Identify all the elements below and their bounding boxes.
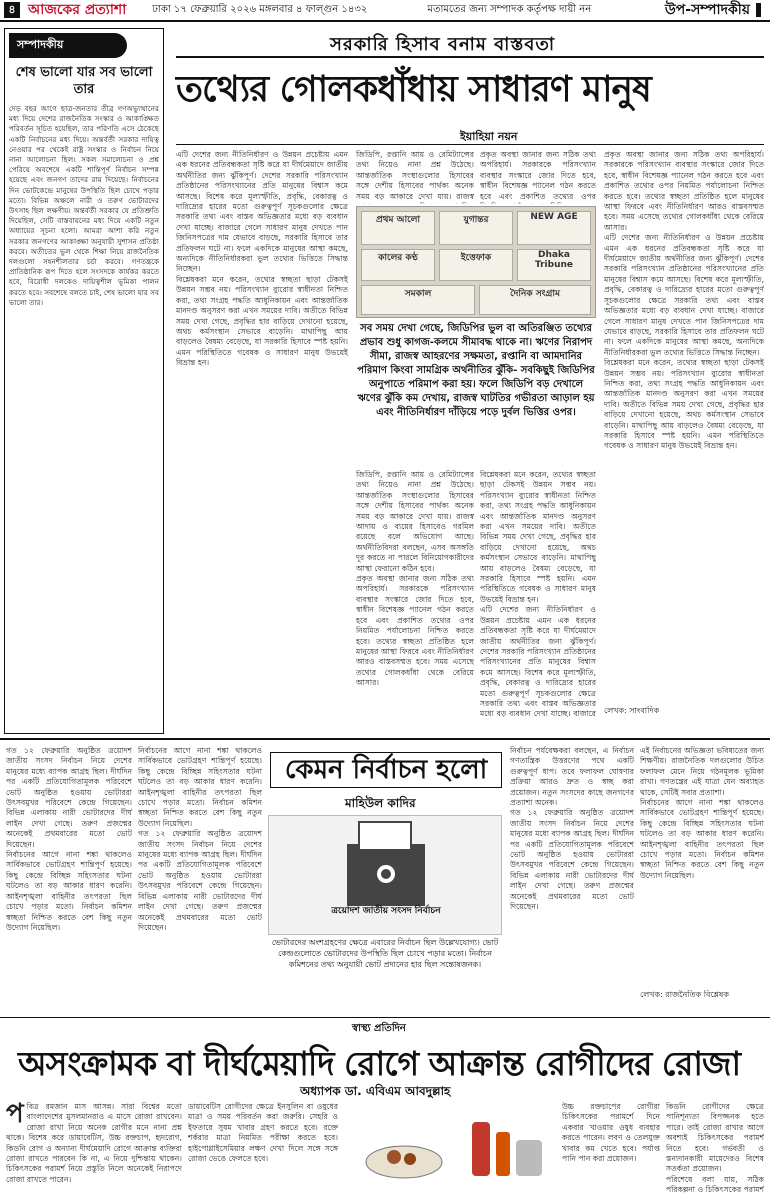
health-author: অধ্যাপক ডা. এবিএম আবদুল্লাহ: [300, 1084, 451, 1098]
lead-col-9-text: প্রকৃত অবস্থা জানার জন্য সঠিক তথ্য অপরিহার্য। সরকারকে পরিসংখ্যান ব্যবস্থার সংস্কারে জোর দিতে হবে, স্বাধীন বিশেষজ্ঞ প্যানেল গঠন করতে হবে এবং প্রকাশিত তথ্যের ওপর নিয়মিত পর্যালোচনা নিশ্চিত করতে হবে। তথ্যের স্বচ্ছতা প্রতিষ্ঠিত হলে মানুষের আস্থা ফিরবে এবং নীতিনির্ধারণ আরও বাস্তবসম্মত হবে। সময় এসেছে তথ্যের গোলকধাঁধা থেকে বেরিয়ে আসার।: [604, 150, 764, 232]
newspaper-8: দৈনিক সংগ্রাম: [479, 285, 591, 315]
newspapers-photo: [356, 206, 596, 318]
editorial-box: [4, 28, 164, 734]
section-title: উপ-সম্পাদকীয়: [664, 2, 750, 18]
mid-author-note: লেখক: রাজনৈতিক বিশ্লেষক: [640, 990, 729, 999]
health-col-3-text: উচ্চ রক্তচাপের রোগীরা চিকিৎসকের পরামর্শে দিনে একবার খাওয়ার ওষুধ ব্যবহার করতে পারেন। লবণ ও তেলযুক্ত খাবার কম খেতে হবে। পর্যাপ্ত পানি পান করা প্রয়োজন।: [562, 1102, 660, 1164]
mid-col-2-text: নির্বাচনের আগে নানা শঙ্কা থাকলেও সার্বিকভাবে ভোটগ্রহণ শান্তিপূর্ণ হয়েছে। কিছু কেন্দ্রে বিচ্ছিন্ন সহিংসতার ঘটনা ঘটলেও তা বড় আকার ধারণ করেনি। আইনশৃঙ্খলা বাহিনীর তৎপরতা ছিল চোখে পড়ার মতো। নির্বাচন কমিশন স্বচ্ছতা নিশ্চিত করতে বেশ কিছু নতুন উদ্যোগ নিয়েছিল।: [138, 746, 262, 828]
newspaper-logo: আজকের প্রত্যাশা: [28, 2, 127, 18]
lead-col-1-text: এটি দেশের জন্য নীতিনির্ধারণ ও উন্নয়ন প্রচেষ্টায় এমন এক ধরনের প্রতিবন্ধকতা সৃষ্টি করে যা দীর্ঘমেয়াদে জাতীয় অর্থনীতির জন্য ঝুঁকিপূর্ণ। দেশের সরকারি পরিসংখ্যান প্রতিষ্ঠানের পরিসংখ্যানের প্রতি মানুষের বিশ্বাস কমে আসছে। বিশেষ করে মূল্যস্ফীতি, প্রবৃদ্ধি, বেকারত্ব ও দারিদ্র্যের হারের মতো গুরুত্বপূর্ণ সূচকগুলোর ক্ষেত্রে সরকারি তথ্য এবং বাস্তব অভিজ্ঞতার মধ্যে বড় ব্যবধান দেখা যাচ্ছে। বাজারে গেলে সাধারণ মানুষ দেখতে পান জিনিসপত্রের দাম যেভাবে বাড়ছে, সরকারি হিসাবে তার প্রতিফলন ঘটে না। ফলে একদিকে মানুষের আস্থা কমছে, অন্যদিকে নীতিনির্ধারকরা ভুল তথ্যের ভিত্তিতে সিদ্ধান্ত নিচ্ছেন।: [176, 150, 348, 274]
newspaper-7: সমকাল: [361, 285, 475, 315]
lead-col-3: [480, 150, 596, 204]
mid-col-3: [510, 746, 634, 1014]
mid-col-2: [138, 746, 262, 1014]
health-col-2-text: ডায়াবেটিস রোগীদের ক্ষেত্রে ইনসুলিন বা ওষুধের মাত্রা ও সময় পরিবর্তন করা জরুরি। সেহরি ও ইফতারে সুষম খাবার গ্রহণ করতে হবে। রক্তে শর্করার মাত্রা নিয়মিত পরীক্ষা করতে হবে। হাইপোগ্লাইসেমিয়ার লক্ষণ দেখা দিলে সঙ্গে সঙ্গে রোজা ভেঙে ফেলতে হবে।: [188, 1102, 338, 1164]
lead-pull-quote: সব সময় দেখা গেছে, জিডিপির ভুল বা অতিরঞ্জিত তথ্যের প্রভাব শুধু কাগজ-কলমে সীমাবদ্ধ থাকে না। ঋণের নিরাপদ সীমা, রাজস্ব আহরণের সক্ষমতা, রপ্তানি বা আমদানির পরিমাণ কিংবা সামগ্রিক অর্থনীতির ঝুঁকি- সবকিছুই জিডিপির অনুপাতে পরিমাপ করা হয়। ফলে জিডিপি বড় দেখালে ঋণের ঝুঁকি কম দেখায়, রাজস্ব ঘাটতির গভীরতা আড়াল হয় এবং নীতিনির্ধারণ দাঁড়িয়ে পড়ে দুর্বল ভিত্তির ওপর।: [357, 323, 595, 418]
mid-col-2b-text: গত ১২ ফেব্রুয়ারি অনুষ্ঠিত ত্রয়োদশ জাতীয় সংসদ নির্বাচন নিয়ে দেশের মানুষের মধ্যে ব্যাপক আগ্রহ ছিল। দীর্ঘদিন পর একটি প্রতিযোগিতামূলক পরিবেশে ভোট অনুষ্ঠিত হওয়ায় ভোটাররা উৎসবমুখর পরিবেশে কেন্দ্রে গিয়েছেন। বিভিন্ন এলাকায় নারী ভোটারদের দীর্ঘ লাইন দেখা গেছে। তরুণ প্রজন্মের অনেকেই প্রথমবারের মতো ভোট দিয়েছেন।: [138, 829, 262, 932]
mid-col-4b-text: নির্বাচনের আগে নানা শঙ্কা থাকলেও সার্বিকভাবে ভোটগ্রহণ শান্তিপূর্ণ হয়েছে। কিছু কেন্দ্রে বিচ্ছিন্ন সহিংসতার ঘটনা ঘটলেও তা বড় আকার ধারণ করেনি। আইনশৃঙ্খলা বাহিনীর তৎপরতা ছিল চোখে পড়ার মতো। নির্বাচন কমিশন স্বচ্ছতা নিশ্চিত করতে বেশ কিছু নতুন উদ্যোগ নিয়েছিল।: [640, 798, 764, 880]
health-dropcap: প: [6, 1102, 24, 1129]
lead-col-2: [356, 150, 474, 204]
lead-author-note: লেখক: সাংবাদিক: [604, 706, 660, 715]
newspaper-3: NEW AGE: [517, 211, 591, 245]
mid-col-4: [640, 746, 764, 982]
page-header: [0, 0, 770, 22]
health-col-5-text: পরিশেষে বলা যায়, সঠিক পরিকল্পনা ও চিকিৎসকের পরামর্শ: [666, 1174, 764, 1194]
health-title: অসংক্রামক বা দীর্ঘমেয়াদি রোগে আক্রান্ত রোগীদের রোজা: [18, 1044, 741, 1083]
mid-col-4-text: এই নির্বাচনের অভিজ্ঞতা ভবিষ্যতের জন্য শিক্ষণীয়। রাজনৈতিক দলগুলোর উচিত ফলাফল মেনে নিয়ে গঠনমূলক ভূমিকা রাখা। গণতন্ত্রের এই যাত্রা যেন অব্যাহত থাকে, সেটিই সবার প্রত্যাশা।: [640, 746, 764, 797]
health-illustration: [344, 1102, 558, 1192]
lead-col-6: [604, 150, 764, 700]
mid-author: মাহিউল কাদির: [345, 796, 416, 810]
disclaimer: মতামতের জন্য সম্পাদক কর্তৃপক্ষ দায়ী নন: [427, 3, 592, 15]
lead-col-7-text: বিশ্লেষকরা মনে করেন, তথ্যের স্বচ্ছতা ছাড়া টেকসই উন্নয়ন সম্ভব নয়। পরিসংখ্যান ব্যুরোর স্বাধীনতা নিশ্চিত করা, তথ্য সংগ্রহ পদ্ধতি আধুনিকায়ন এবং আন্তর্জাতিক মানদণ্ড অনুসরণ করা এখন সময়ের দাবি। অতীতে বিভিন্ন সময় দেখা গেছে, প্রবৃদ্ধির হার বাড়িয়ে দেখানো হয়েছে, অথচ কর্মসংস্থান সেভাবে বাড়েনি। মাথাপিছু আয় বাড়লেও বৈষম্য বেড়েছে, যা সরকারি হিসাবে স্পষ্ট হয়নি। এমন পরিস্থিতিতে গবেষক ও সাধারণ মানুষ উভয়েই বিভ্রান্ত হন।: [480, 470, 596, 604]
section-marker-icon: [756, 3, 766, 17]
health-col-1-text: বিত্র রমজান মাস আসন্ন। সারা বিশ্বের মতো বাংলাদেশের মুসলমানরাও এ মাসে রোজা রাখবেন। রোজা রাখা নিয়ে অনেক রোগীর মনে নানা প্রশ্ন থাকে। বিশেষ করে ডায়াবেটিস, উচ্চ রক্তচাপ, হৃদরোগ, কিডনি রোগ ও অন্যান্য দীর্ঘমেয়াদি রোগে আক্রান্ত ব্যক্তিরা রোজা রাখতে পারবেন কি না, এ নিয়ে দুশ্চিন্তায় থাকেন। চিকিৎসকের পরামর্শ নিয়ে প্রস্তুতি নিলে অনেকেই নিরাপদে রোজা রাখতে পারেন।: [6, 1102, 182, 1184]
mid-col-1-text: গত ১২ ফেব্রুয়ারি অনুষ্ঠিত ত্রয়োদশ জাতীয় সংসদ নির্বাচন নিয়ে দেশের মানুষের মধ্যে ব্যাপক আগ্রহ ছিল। দীর্ঘদিন পর একটি প্রতিযোগিতামূলক পরিবেশে ভোট অনুষ্ঠিত হওয়ায় ভোটাররা উৎসবমুখর পরিবেশে কেন্দ্রে গিয়েছেন। বিভিন্ন এলাকায় নারী ভোটারদের দীর্ঘ লাইন দেখা গেছে। তরুণ প্রজন্মের অনেকেই প্রথমবারের মতো ভোট দিয়েছেন।: [6, 746, 132, 849]
mid-col-3b-text: গত ১২ ফেব্রুয়ারি অনুষ্ঠিত ত্রয়োদশ জাতীয় সংসদ নির্বাচন নিয়ে দেশের মানুষের মধ্যে ব্যাপক আগ্রহ ছিল। দীর্ঘদিন পর একটি প্রতিযোগিতামূলক পরিবেশে ভোট অনুষ্ঠিত হওয়ায় ভোটাররা উৎসবমুখর পরিবেশে কেন্দ্রে গিয়েছেন। বিভিন্ন এলাকায় নারী ভোটারদের দীর্ঘ লাইন দেখা গেছে। তরুণ প্রজন্মের অনেকেই প্রথমবারের মতো ভোট দিয়েছেন।: [510, 808, 634, 912]
newspaper-2: যুগান্তর: [439, 211, 513, 245]
lead-col-1: [176, 150, 348, 720]
mid-caption: ভোটারদের অংশগ্রহণের ক্ষেত্রে এবারের নির্বাচন ছিল উল্লেখযোগ্য। ভোট কেন্দ্রগুলোতে ভোটারদের উপস্থিতি ছিল চোখে পড়ার মতো। নির্বাচন কমিশনের তথ্য অনুযায়ী ভোট প্রদানের হার ছিল সন্তোষজনক।: [271, 938, 499, 969]
rule: [176, 144, 764, 145]
lead-col-11-text: বিশ্লেষকরা মনে করেন, তথ্যের স্বচ্ছতা ছাড়া টেকসই উন্নয়ন সম্ভব নয়। পরিসংখ্যান ব্যুরোর স্বাধীনতা নিশ্চিত করা, তথ্য সংগ্রহ পদ্ধতি আধুনিকায়ন এবং আন্তর্জাতিক মানদণ্ড অনুসরণ করা এখন সময়ের দাবি। অতীতে বিভিন্ন সময় দেখা গেছে, প্রবৃদ্ধির হার বাড়িয়ে দেখানো হয়েছে, অথচ কর্মসংস্থান সেভাবে বাড়েনি। মাথাপিছু আয় বাড়লেও বৈষম্য বেড়েছে, যা সরকারি হিসাবে স্পষ্ট হয়নি। এমন পরিস্থিতিতে গবেষক ও সাধারণ মানুষ উভয়েই বিভ্রান্ত হন।: [604, 358, 764, 451]
health-col-2: [188, 1102, 338, 1194]
ballot-label: ত্রয়োদশ জাতীয় সংসদ নির্বাচন: [331, 906, 441, 916]
lead-col-2-text: বিশ্লেষকরা মনে করেন, তথ্যের স্বচ্ছতা ছাড়া টেকসই উন্নয়ন সম্ভব নয়। পরিসংখ্যান ব্যুরোর স্বাধীনতা নিশ্চিত করা, তথ্য সংগ্রহ পদ্ধতি আধুনিকায়ন এবং আন্তর্জাতিক মানদণ্ড অনুসরণ করা এখন সময়ের দাবি। অতীতে বিভিন্ন সময় দেখা গেছে, প্রবৃদ্ধির হার বাড়িয়ে দেখানো হয়েছে, অথচ কর্মসংস্থান সেভাবে বাড়েনি। মাথাপিছু আয় বাড়লেও বৈষম্য বেড়েছে, যা সরকারি হিসাবে স্পষ্ট হয়নি। এমন পরিস্থিতিতে গবেষক ও সাধারণ মানুষ উভয়েই বিভ্রান্ত হন।: [176, 274, 348, 368]
lead-col-5: [480, 470, 596, 720]
ballot-box-icon: [269, 816, 503, 936]
editorial-body: দেড় বছর আগে ছাত্র-জনতার তীব্র গণঅভ্যুত্থানের মধ্য দিয়ে দেশের রাজনৈতিক সংস্কার ও আকাঙ্ক্ষিত পরিবর্তন সূচিত হয়েছিল, তার পরিণতি এসে ঠেকেছে একটি নির্বাচনের মধ্য দিয়ে। অন্তর্বর্তী সরকার দায়িত্ব নেওয়ার পর থেকেই রাষ্ট্র সংস্কার ও নির্বাচন নিয়ে নানা আলোচনা ছিল। সকল সমালোচনা ও প্রশ্ন পেরিয়ে অবশেষে একটি শান্তিপূর্ণ নির্বাচন সম্পন্ন হয়েছে এবং জনগণ তাদের রায় দিয়েছে। নির্বাচনের দিন ভোটকেন্দ্রে মানুষের উপস্থিতি ছিল চোখে পড়ার মতো। বিভিন্ন অঞ্চলে নারী ও তরুণ ভোটারদের উৎসাহ ছিল লক্ষণীয়। অন্তর্বর্তী সরকার যে প্রতিশ্রুতি দিয়েছিল, সেটি বাস্তবায়নের মধ্য দিয়ে একটি নতুন অধ্যায়ের সূচনা হলো। আমরা আশা করি নতুন সরকার জনগণের আকাঙ্ক্ষা অনুযায়ী সুশাসন প্রতিষ্ঠা করবে। অতীতের ভুল থেকে শিক্ষা নিয়ে রাজনৈতিক দলগুলো সহনশীলতার চর্চা করবে। গণতন্ত্রকে প্রাতিষ্ঠানিক রূপ দিতে হলে সংসদকে কার্যকর করতে হবে, বিরোধী দলকেও দায়িত্বশীল ভূমিকা পালন করতে হবে। সবশেষে বলতে চাই, শেষ ভালো যার সব ভালো তার।: [9, 104, 159, 307]
food-plate-icon: [344, 1102, 558, 1192]
editorial-title: শেষ ভালো যার সব ভালো তার: [15, 65, 153, 97]
rule: [0, 1017, 770, 1018]
lead-title: তথ্যের গোলকধাঁধায় সাধারণ মানুষ: [176, 69, 651, 110]
lead-author: ইয়াহিয়া নয়ন: [460, 130, 518, 143]
mid-col-1: [6, 746, 132, 1014]
rule: [176, 56, 764, 58]
newspaper-5: ইত্তেফাক: [439, 249, 513, 281]
health-col-3: [562, 1102, 660, 1194]
mid-col-3-text: নির্বাচন পর্যবেক্ষকরা বলছেন, এ নির্বাচন গণতান্ত্রিক উত্তরণের পথে একটি গুরুত্বপূর্ণ ধাপ। তবে ফলাফল ঘোষণার প্রক্রিয়া আরও দ্রুত ও স্বচ্ছ করা প্রয়োজন। নতুন সংসদের কাছে জনগণের প্রত্যাশা অনেক।: [510, 746, 634, 808]
editorial-banner: সম্পাদকীয়: [9, 33, 127, 58]
lead-col-5-text: জিডিপি, রপ্তানি আয় ও রেমিট্যান্সের তথ্য নিয়েও নানা প্রশ্ন উঠেছে। আন্তর্জাতিক সংস্থাগুলোর হিসাবের সঙ্গে দেশীয় হিসাবের পার্থক্য অনেক সময় বড় আকারে দেখা যায়। রাজস্ব আদায় ও ব্যয়ের হিসাবেও গরমিল রয়েছে বলে অভিযোগ আছে। অর্থনীতিবিদরা বলছেন, এসব অসঙ্গতি দূর করতে না পারলে বিনিয়োগকারীদের আস্থা ফেরানো কঠিন হবে।: [356, 470, 474, 573]
mid-title: কেমন নির্বাচন হলো: [270, 752, 502, 788]
lead-col-6-text: প্রকৃত অবস্থা জানার জন্য সঠিক তথ্য অপরিহার্য। সরকারকে পরিসংখ্যান ব্যবস্থার সংস্কারে জোর দিতে হবে, স্বাধীন বিশেষজ্ঞ প্যানেল গঠন করতে হবে এবং প্রকাশিত তথ্যের ওপর নিয়মিত পর্যালোচনা নিশ্চিত করতে হবে। তথ্যের স্বচ্ছতা প্রতিষ্ঠিত হলে মানুষের আস্থা ফিরবে এবং নীতিনির্ধারণ আরও বাস্তবসম্মত হবে। সময় এসেছে তথ্যের গোলকধাঁধা থেকে বেরিয়ে আসার।: [356, 574, 474, 688]
lead-col-4-text: প্রকৃত অবস্থা জানার জন্য সঠিক তথ্য অপরিহার্য। সরকারকে পরিসংখ্যান ব্যবস্থার সংস্কারে জোর দিতে হবে, স্বাধীন বিশেষজ্ঞ প্যানেল গঠন করতে হবে এবং প্রকাশিত তথ্যের ওপর: [480, 150, 596, 201]
health-col-4-text: কিডনি রোগীদের ক্ষেত্রে পানিশূন্যতা বিপজ্জনক হতে পারে। তাই রোজা রাখার আগে অবশ্যই চিকিৎসকের পরামর্শ নিতে হবে। গর্ভবতী ও স্তন্যদানকারী মায়েদেরও বিশেষ সতর্কতা প্রয়োজন।: [666, 1102, 764, 1174]
health-tag: স্বাস্থ্য প্রতিদিন: [352, 1023, 406, 1034]
rule: [0, 738, 770, 740]
page-number: ৪: [4, 2, 20, 18]
lead-col-4: [356, 470, 474, 720]
mid-col-1b-text: নির্বাচনের আগে নানা শঙ্কা থাকলেও সার্বিকভাবে ভোটগ্রহণ শান্তিপূর্ণ হয়েছে। কিছু কেন্দ্রে বিচ্ছিন্ন সহিংসতার ঘটনা ঘটলেও তা বড় আকার ধারণ করেনি। আইনশৃঙ্খলা বাহিনীর তৎপরতা ছিল চোখে পড়ার মতো। নির্বাচন কমিশন স্বচ্ছতা নিশ্চিত করতে বেশ কিছু নতুন উদ্যোগ নিয়েছিল।: [6, 850, 132, 932]
lead-col-8-text: এটি দেশের জন্য নীতিনির্ধারণ ও উন্নয়ন প্রচেষ্টায় এমন এক ধরনের প্রতিবন্ধকতা সৃষ্টি করে যা দীর্ঘমেয়াদে জাতীয় অর্থনীতির জন্য ঝুঁকিপূর্ণ। দেশের সরকারি পরিসংখ্যান প্রতিষ্ঠানের পরিসংখ্যানের প্রতি মানুষের বিশ্বাস কমে আসছে। বিশেষ করে মূল্যস্ফীতি, প্রবৃদ্ধি, বেকারত্ব ও দারিদ্র্যের হারের মতো গুরুত্বপূর্ণ সূচকগুলোর ক্ষেত্রে সরকারি তথ্য এবং বাস্তব অভিজ্ঞতার মধ্যে বড় ব্যবধান দেখা যাচ্ছে। বাজারে: [480, 605, 596, 719]
issue-date: ঢাকা ১৭ ফেব্রুয়ারি ২০২৬ মঙ্গলবার ৪ ফাল্গুন ১৪৩২: [152, 3, 368, 15]
health-col-1: [6, 1102, 182, 1194]
health-col-4: [666, 1102, 764, 1194]
lead-kicker: সরকারি হিসাব বনাম বাস্তবতা: [330, 34, 556, 55]
newspaper-6: Dhaka Tribune: [517, 249, 591, 281]
newspaper-4: কালের কণ্ঠ: [361, 249, 435, 281]
newspaper-1: প্রথম আলো: [361, 211, 435, 245]
lead-col-3-text: জিডিপি, রপ্তানি আয় ও রেমিট্যান্সের তথ্য নিয়েও নানা প্রশ্ন উঠেছে। আন্তর্জাতিক সংস্থাগুলোর হিসাবের সঙ্গে দেশীয় হিসাবের পার্থক্য অনেক সময় বড় আকারে দেখা যায়। রাজস্ব: [356, 150, 474, 201]
ballot-box-illustration: [268, 815, 502, 935]
lead-col-10-text: এটি দেশের জন্য নীতিনির্ধারণ ও উন্নয়ন প্রচেষ্টায় এমন এক ধরনের প্রতিবন্ধকতা সৃষ্টি করে যা দীর্ঘমেয়াদে জাতীয় অর্থনীতির জন্য ঝুঁকিপূর্ণ। দেশের সরকারি পরিসংখ্যান প্রতিষ্ঠানের পরিসংখ্যানের প্রতি মানুষের বিশ্বাস কমে আসছে। বিশেষ করে মূল্যস্ফীতি, প্রবৃদ্ধি, বেকারত্ব ও দারিদ্র্যের হারের মতো গুরুত্বপূর্ণ সূচকগুলোর ক্ষেত্রে সরকারি তথ্য এবং বাস্তব অভিজ্ঞতার মধ্যে বড় ব্যবধান দেখা যাচ্ছে। বাজারে গেলে সাধারণ মানুষ দেখতে পান জিনিসপত্রের দাম যেভাবে বাড়ছে, সরকারি হিসাবে তার প্রতিফলন ঘটে না। ফলে একদিকে মানুষের আস্থা কমছে, অন্যদিকে নীতিনির্ধারকরা ভুল তথ্যের ভিত্তিতে সিদ্ধান্ত নিচ্ছেন।: [604, 233, 764, 357]
